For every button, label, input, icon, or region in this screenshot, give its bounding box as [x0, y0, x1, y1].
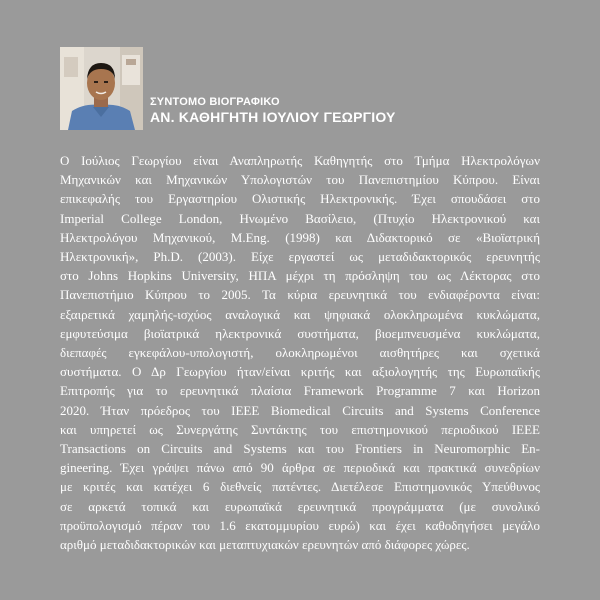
bio-line: αριθμό μεταδιδακτορικών και μεταπτυχιακών ερευνητών από διάφορες χώρες. [60, 537, 470, 553]
bio-line: στο Johns Hopkins University, ΗΠΑ μέχρι τη πρόσληψη του ως Λέκτορας στο [60, 268, 540, 284]
bio-line: προϋπολογισμό πέραν του 1.6 εκατομμυρίου ευρώ) και έχει καθοδηγήσει μεγάλο [60, 517, 540, 533]
bio-line: 2020. Ήταν πρόεδρος του IEEE Biomedical Circuits and Systems Conference [60, 402, 540, 418]
bio-line: και υπηρετεί ως Συνεργάτης Συντάκτης του επιστημονικού περιοδικού IEEE [60, 421, 540, 437]
bio-line: επικεφαλής του Εργαστηρίου Ολιστικής Ηλεκτρονικής. Έχει σπουδάσει στο [60, 191, 540, 207]
bio-text [60, 151, 540, 554]
bio-line: Πανεπιστήμιο Κύπρου το 2005. Τα κύρια ερευνητικά του ενδιαφέροντα είναι: [60, 287, 540, 303]
bio-line: Ηλεκτρονική», Ph.D. (2003). Είχε εργαστεί ως μεταδιδακτορικός ερευνητής [60, 249, 540, 265]
bio-line: σε αρκετά τοπικά και ευρωπαϊκά ερευνητικά προγράμματα (με συνολικό [60, 498, 540, 514]
bio-line: Ηλεκτρολόγου Μηχανικού, M.Eng. (1998) και Διδακτορικό σε «Βιοϊατρική [60, 229, 540, 245]
portrait-image [60, 47, 143, 130]
bio-line: συστήματα. Ο Δρ Γεωργίου ήταν/είναι κριτής και αξιολογητής της Ευρωπαϊκής [60, 364, 540, 380]
bio-line: gineering. Έχει γράψει πάνω από 90 άρθρα σε περιοδικά και πρακτικά συνεδρίων [60, 460, 540, 476]
section-kicker: ΣΥΝΤΟΜΟ ΒΙΟΓΡΑΦΙΚΟ [150, 96, 280, 108]
person-title: ΑΝ. ΚΑΘΗΓΗΤΗ ΙΟΥΛΙΟΥ ΓΕΩΡΓΙΟΥ [150, 109, 396, 125]
bio-heading [150, 96, 396, 126]
bio-line: Imperial College London, Ηνωμένο Βασίλειο, (Πτυχίο Ηλεκτρονικού και [60, 210, 540, 226]
bio-line: εξαιρετικά χαμηλής-ισχύος αναλογικά και ψηφιακά ολοκληρωμένα κυκλώματα, [60, 306, 540, 322]
bio-line: Transactions on Circuits and Systems και του Frontiers in Neuromorphic En- [60, 441, 540, 457]
bio-line: Επιτροπής για το ερευνητικά πλαίσια Framework Programme 7 και Horizon [60, 383, 540, 399]
bio-line: Ο Ιούλιος Γεωργίου είναι Αναπληρωτής Καθηγητής στο Τμήμα Ηλεκτρολόγων [60, 153, 540, 168]
bio-line: εμφυτεύσιμα βιοϊατρικά ηλεκτρονικά συστήματα, βιοεμπνευσμένα κυκλώματα, [60, 325, 540, 341]
bio-line: Μηχανικών και Μηχανικών Υπολογιστών του Πανεπιστημίου Κύπρου. Είναι [60, 172, 540, 188]
bio-line: με κριτές και κατέχει 6 διεθνείς πατέντες. Διετέλεσε Επιστημονικός Υπεύθυνος [60, 479, 540, 495]
bio-line: διεπαφές εγκεφάλου-υπολογιστή, ολοκληρωμένοι αισθητήρες και σχετικά [60, 345, 540, 361]
portrait-photo [60, 47, 143, 130]
